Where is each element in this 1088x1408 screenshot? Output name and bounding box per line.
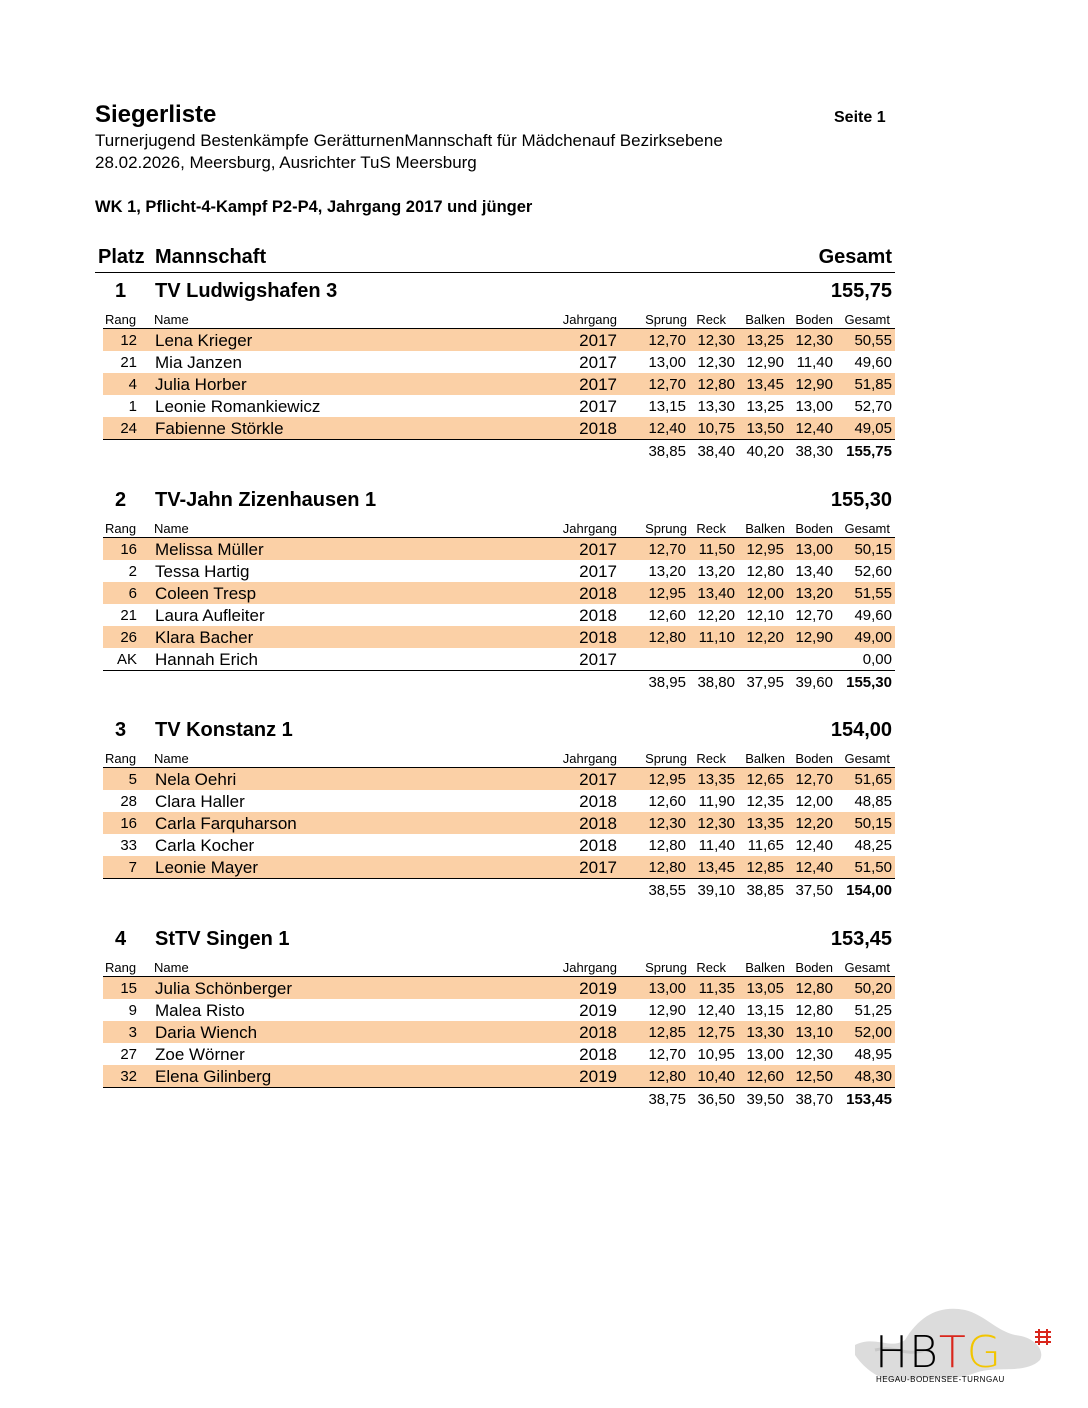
athlete-name: Carla Farquharson (155, 814, 297, 833)
athlete-year: 2017 (579, 650, 617, 669)
athlete-name: Fabienne Störkle (155, 419, 284, 438)
gesamt-col-header: Gesamt (844, 521, 890, 536)
athlete-name: Hannah Erich (155, 650, 259, 669)
score-gesamt: 52,60 (854, 563, 892, 580)
team-block (103, 926, 895, 1110)
athlete-year: 2018 (579, 1045, 617, 1064)
sum-boden: 37,50 (795, 882, 833, 899)
team-place: 2 (115, 489, 127, 511)
score-sprung: 12,90 (648, 1002, 686, 1019)
score-boden: 13,00 (795, 398, 833, 415)
athlete-rank: 16 (120, 815, 137, 832)
score-reck: 13,40 (697, 585, 735, 602)
sum-sprung: 38,95 (648, 674, 686, 691)
team-sum-row (103, 439, 895, 462)
score-gesamt: 48,85 (854, 793, 892, 810)
logo-letter-t: T (938, 1327, 967, 1378)
score-boden: 12,40 (795, 859, 833, 876)
turner-cross-icon (1033, 1329, 1053, 1345)
score-reck: 11,90 (698, 793, 735, 810)
athlete-rank: 12 (120, 332, 137, 349)
reck-header: Reck (696, 521, 726, 536)
athlete-rank: 2 (128, 563, 137, 580)
athlete-name: Lena Krieger (155, 331, 253, 350)
team-block (103, 717, 895, 901)
score-gesamt: 48,25 (854, 837, 892, 854)
table-row (103, 373, 895, 395)
athlete-rank: 24 (120, 420, 137, 437)
score-reck: 13,30 (697, 398, 735, 415)
column-header-row (103, 956, 895, 977)
athlete-name: Laura Aufleiter (155, 606, 265, 625)
score-boden: 13,00 (795, 541, 833, 558)
jahrgang-header: Jahrgang (562, 960, 617, 975)
score-boden: 12,00 (795, 793, 833, 810)
score-sprung: 12,70 (648, 332, 686, 349)
score-reck: 13,35 (697, 771, 735, 788)
table-row (103, 648, 895, 670)
athlete-name: Nela Oehri (155, 770, 237, 789)
score-balken: 13,25 (746, 398, 784, 415)
team-sum-row (103, 670, 895, 693)
balken-header: Balken (745, 751, 785, 766)
score-gesamt: 49,60 (854, 607, 892, 624)
score-gesamt: 0,00 (862, 651, 892, 668)
team-title (103, 278, 895, 308)
score-gesamt: 48,30 (854, 1068, 892, 1085)
score-balken: 12,60 (746, 1068, 784, 1085)
score-boden: 12,70 (795, 607, 833, 624)
score-balken: 13,30 (746, 1024, 784, 1041)
athlete-rank: 15 (120, 980, 137, 997)
score-balken: 13,35 (746, 815, 784, 832)
athlete-rank: 4 (128, 376, 137, 393)
table-row (103, 768, 895, 790)
jahrgang-header: Jahrgang (562, 521, 617, 536)
score-boden: 13,20 (795, 585, 833, 602)
score-balken: 12,00 (746, 585, 784, 602)
results-header (95, 244, 895, 273)
score-balken: 12,35 (746, 793, 784, 810)
athlete-year: 2017 (579, 562, 617, 581)
column-header-row (103, 747, 895, 768)
athlete-name: Julia Schönberger (155, 979, 293, 998)
team-name: TV-Jahn Zizenhausen 1 (155, 489, 377, 511)
athlete-year: 2017 (579, 375, 617, 394)
logo-subtext: HEGAU-BODENSEE-TURNGAU (876, 1375, 1005, 1384)
score-balken: 12,10 (746, 607, 784, 624)
team-title (103, 926, 895, 956)
score-balken: 12,80 (746, 563, 784, 580)
boden-header: Boden (795, 960, 833, 975)
table-row (103, 1043, 895, 1065)
logo-letters-hb: HB (875, 1327, 939, 1378)
score-boden: 12,90 (795, 629, 833, 646)
score-sprung: 12,60 (648, 607, 686, 624)
logo-text (875, 1327, 1002, 1378)
score-reck: 12,40 (697, 1002, 735, 1019)
sum-boden: 38,30 (795, 443, 833, 460)
athlete-year: 2017 (579, 331, 617, 350)
athlete-year: 2017 (579, 770, 617, 789)
score-gesamt: 52,00 (854, 1024, 892, 1041)
score-sprung: 12,80 (648, 837, 686, 854)
team-name: TV Konstanz 1 (155, 719, 293, 741)
score-sprung: 12,80 (648, 1068, 686, 1085)
score-gesamt: 52,70 (854, 398, 892, 415)
athlete-name: Malea Risto (155, 1001, 245, 1020)
score-balken: 13,25 (746, 332, 784, 349)
score-sprung: 12,85 (648, 1024, 686, 1041)
athlete-year: 2017 (579, 353, 617, 372)
logo-letter-g: G (966, 1327, 1002, 1378)
name-header: Name (154, 312, 189, 327)
gesamt-col-header: Gesamt (844, 960, 890, 975)
score-reck: 12,30 (697, 354, 735, 371)
table-row (103, 604, 895, 626)
table-row (103, 351, 895, 373)
team-sum-row (103, 878, 895, 901)
athlete-name: Tessa Hartig (155, 562, 250, 581)
page-title: Siegerliste (95, 101, 217, 128)
score-reck: 12,30 (697, 332, 735, 349)
score-boden: 12,40 (795, 420, 833, 437)
score-gesamt: 51,55 (854, 585, 892, 602)
score-boden: 12,80 (795, 980, 833, 997)
score-sprung: 13,00 (648, 354, 686, 371)
athlete-name: Leonie Mayer (155, 858, 259, 877)
boden-header: Boden (795, 751, 833, 766)
athlete-year: 2018 (579, 419, 617, 438)
score-balken: 12,20 (746, 629, 784, 646)
score-reck: 13,20 (697, 563, 735, 580)
score-boden: 12,20 (795, 815, 833, 832)
boden-header: Boden (795, 312, 833, 327)
sum-reck: 38,80 (697, 674, 735, 691)
score-boden: 12,80 (795, 1002, 833, 1019)
score-reck: 11,40 (698, 837, 735, 854)
athlete-name: Elena Gilinberg (155, 1067, 272, 1086)
team-name: TV Ludwigshafen 3 (155, 280, 338, 302)
athlete-rank: 9 (128, 1002, 137, 1019)
athlete-rank: 21 (120, 354, 137, 371)
reck-header: Reck (696, 751, 726, 766)
score-sprung: 12,70 (648, 376, 686, 393)
sum-reck: 36,50 (697, 1091, 735, 1108)
athlete-year: 2018 (579, 584, 617, 603)
reck-header: Reck (696, 960, 726, 975)
score-sprung: 12,95 (648, 771, 686, 788)
score-gesamt: 49,05 (854, 420, 892, 437)
competition-title: WK 1, Pflicht-4-Kampf P2-P4, Jahrgang 2017 und jünger (95, 198, 533, 216)
balken-header: Balken (745, 960, 785, 975)
team-total: 154,00 (830, 719, 892, 741)
score-gesamt: 48,95 (854, 1046, 892, 1063)
score-sprung: 12,95 (648, 585, 686, 602)
table-row (103, 395, 895, 417)
team-total: 155,75 (830, 280, 892, 302)
athlete-rank: 33 (120, 837, 137, 854)
score-balken: 11,65 (747, 837, 784, 854)
sum-sprung: 38,75 (648, 1091, 686, 1108)
athlete-name: Mia Janzen (155, 353, 242, 372)
rang-header: Rang (105, 751, 137, 766)
column-header-row (103, 517, 895, 538)
sum-balken: 39,50 (746, 1091, 784, 1108)
athlete-name: Melissa Müller (155, 540, 264, 559)
athlete-rank: 32 (120, 1068, 137, 1085)
score-boden: 13,10 (795, 1024, 833, 1041)
name-header: Name (154, 751, 189, 766)
team-place: 4 (115, 928, 127, 950)
athlete-rank: 21 (120, 607, 137, 624)
team-block (103, 278, 895, 462)
score-boden: 12,90 (795, 376, 833, 393)
score-reck: 12,80 (697, 376, 735, 393)
score-balken: 13,05 (746, 980, 784, 997)
score-balken: 12,85 (746, 859, 784, 876)
score-gesamt: 49,00 (854, 629, 892, 646)
mannschaft-header: Mannschaft (155, 246, 267, 268)
score-balken: 13,50 (746, 420, 784, 437)
name-header: Name (154, 960, 189, 975)
column-header-row (103, 308, 895, 329)
score-reck: 11,35 (698, 980, 735, 997)
event-subtitle: Turnerjugend Bestenkämpfe GerätturnenMannschaft für Mädchenauf Bezirksebene (95, 131, 723, 150)
table-row (103, 1065, 895, 1087)
table-row (103, 977, 895, 999)
team-place: 1 (115, 280, 127, 302)
athlete-rank: 26 (120, 629, 137, 646)
table-row (103, 582, 895, 604)
score-sprung: 12,80 (648, 629, 686, 646)
table-row (103, 834, 895, 856)
name-header: Name (154, 521, 189, 536)
athlete-year: 2017 (579, 858, 617, 877)
table-row (103, 790, 895, 812)
rang-header: Rang (105, 312, 137, 327)
score-sprung: 12,30 (648, 815, 686, 832)
table-row (103, 329, 895, 351)
score-boden: 12,40 (795, 837, 833, 854)
athlete-name: Coleen Tresp (155, 584, 257, 603)
score-gesamt: 50,15 (854, 541, 892, 558)
athlete-year: 2018 (579, 606, 617, 625)
sprung-header: Sprung (645, 521, 687, 536)
team-name: StTV Singen 1 (155, 928, 290, 950)
team-place: 3 (115, 719, 127, 741)
team-total: 155,30 (830, 489, 892, 511)
page-number: Seite 1 (834, 109, 886, 126)
score-reck: 12,30 (697, 815, 735, 832)
athlete-rank: 3 (128, 1024, 137, 1041)
athlete-rank: 27 (120, 1046, 137, 1063)
athlete-year: 2017 (579, 397, 617, 416)
sum-sprung: 38,85 (648, 443, 686, 460)
athlete-year: 2018 (579, 628, 617, 647)
score-sprung: 12,40 (648, 420, 686, 437)
score-balken: 13,45 (746, 376, 784, 393)
athlete-name: Leonie Romankiewicz (155, 397, 321, 416)
score-gesamt: 51,85 (854, 376, 892, 393)
sprung-header: Sprung (645, 751, 687, 766)
gesamt-col-header: Gesamt (844, 751, 890, 766)
athlete-year: 2018 (579, 792, 617, 811)
team-title (103, 487, 895, 517)
score-gesamt: 49,60 (854, 354, 892, 371)
athlete-rank: 6 (128, 585, 137, 602)
sprung-header: Sprung (645, 960, 687, 975)
score-boden: 13,40 (795, 563, 833, 580)
balken-header: Balken (745, 312, 785, 327)
athlete-rank: AK (116, 651, 137, 668)
athlete-rank: 28 (120, 793, 137, 810)
score-gesamt: 50,55 (854, 332, 892, 349)
rang-header: Rang (105, 521, 137, 536)
table-row (103, 812, 895, 834)
sum-boden: 39,60 (795, 674, 833, 691)
score-reck: 10,75 (697, 420, 735, 437)
sum-boden: 38,70 (795, 1091, 833, 1108)
table-row (103, 626, 895, 648)
athlete-year: 2019 (579, 1067, 617, 1086)
athlete-year: 2018 (579, 836, 617, 855)
score-balken: 13,15 (746, 1002, 784, 1019)
athlete-year: 2017 (579, 540, 617, 559)
athlete-year: 2019 (579, 979, 617, 998)
score-boden: 12,30 (795, 332, 833, 349)
score-reck: 12,20 (697, 607, 735, 624)
table-row (103, 856, 895, 878)
sum-reck: 38,40 (697, 443, 735, 460)
score-sprung: 13,20 (648, 563, 686, 580)
score-gesamt: 50,20 (854, 980, 892, 997)
score-reck: 10,95 (697, 1046, 735, 1063)
athlete-name: Carla Kocher (155, 836, 255, 855)
table-row (103, 1021, 895, 1043)
boden-header: Boden (795, 521, 833, 536)
athlete-rank: 5 (128, 771, 137, 788)
athlete-name: Daria Wiench (155, 1023, 258, 1042)
score-boden: 12,30 (795, 1046, 833, 1063)
score-reck: 13,45 (697, 859, 735, 876)
reck-header: Reck (696, 312, 726, 327)
table-row (103, 417, 895, 439)
team-block (103, 487, 895, 693)
table-row (103, 999, 895, 1021)
team-title (103, 717, 895, 747)
score-sprung: 13,15 (648, 398, 686, 415)
score-reck: 11,50 (698, 541, 735, 558)
athlete-year: 2018 (579, 1023, 617, 1042)
sum-gesamt: 154,00 (846, 882, 892, 899)
gesamt-header: Gesamt (818, 246, 892, 268)
athlete-rank: 16 (120, 541, 137, 558)
rang-header: Rang (105, 960, 137, 975)
score-balken: 13,00 (746, 1046, 784, 1063)
athlete-name: Julia Horber (155, 375, 247, 394)
athlete-name: Klara Bacher (155, 628, 254, 647)
sum-gesamt: 155,75 (846, 443, 892, 460)
jahrgang-header: Jahrgang (562, 312, 617, 327)
balken-header: Balken (745, 521, 785, 536)
score-gesamt: 51,25 (854, 1002, 892, 1019)
score-reck: 12,75 (697, 1024, 735, 1041)
score-reck: 10,40 (697, 1068, 735, 1085)
gesamt-col-header: Gesamt (844, 312, 890, 327)
table-row (103, 538, 895, 560)
score-sprung: 12,70 (648, 541, 686, 558)
sum-sprung: 38,55 (648, 882, 686, 899)
team-total: 153,45 (830, 928, 892, 950)
sum-gesamt: 155,30 (846, 674, 892, 691)
score-balken: 12,65 (746, 771, 784, 788)
table-row (103, 560, 895, 582)
sum-balken: 40,20 (746, 443, 784, 460)
team-sum-row (103, 1087, 895, 1110)
sum-gesamt: 153,45 (846, 1091, 892, 1108)
score-reck: 11,10 (698, 629, 735, 646)
score-gesamt: 51,65 (854, 771, 892, 788)
sprung-header: Sprung (645, 312, 687, 327)
platz-header: Platz (98, 246, 145, 268)
score-gesamt: 50,15 (854, 815, 892, 832)
sum-balken: 38,85 (746, 882, 784, 899)
jahrgang-header: Jahrgang (562, 751, 617, 766)
score-sprung: 12,80 (648, 859, 686, 876)
score-sprung: 12,70 (648, 1046, 686, 1063)
score-sprung: 13,00 (648, 980, 686, 997)
sum-balken: 37,95 (746, 674, 784, 691)
athlete-name: Zoe Wörner (155, 1045, 245, 1064)
score-boden: 12,50 (795, 1068, 833, 1085)
score-sprung: 12,60 (648, 793, 686, 810)
score-gesamt: 51,50 (854, 859, 892, 876)
athlete-rank: 7 (128, 859, 137, 876)
score-balken: 12,90 (746, 354, 784, 371)
athlete-name: Clara Haller (155, 792, 245, 811)
athlete-year: 2018 (579, 814, 617, 833)
athlete-year: 2019 (579, 1001, 617, 1020)
athlete-rank: 1 (128, 398, 137, 415)
event-date-location: 28.02.2026, Meersburg, Ausrichter TuS Meersburg (95, 153, 477, 172)
score-boden: 11,40 (796, 354, 833, 371)
score-balken: 12,95 (746, 541, 784, 558)
score-boden: 12,70 (795, 771, 833, 788)
sum-reck: 39,10 (697, 882, 735, 899)
